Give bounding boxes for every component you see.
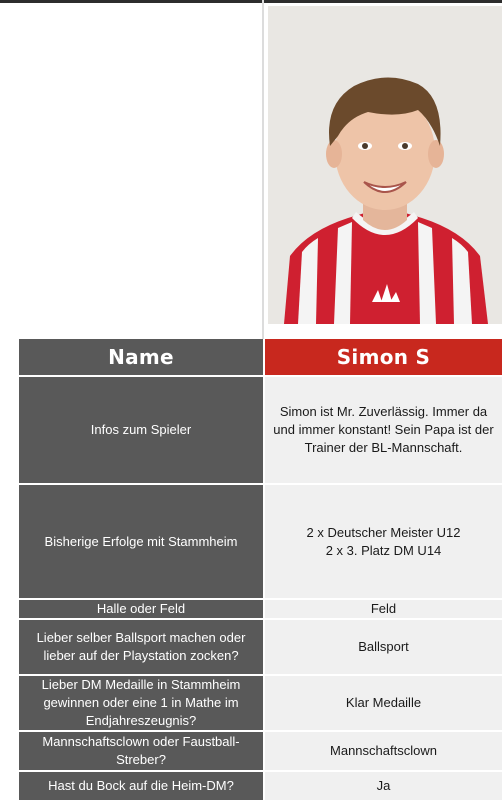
table-header-row bbox=[19, 339, 502, 376]
answer-halle-feld: Feld bbox=[264, 599, 502, 619]
question-ballsport: Lieber selber Ballsport machen oder lieber auf der Playstation zocken? bbox=[19, 619, 264, 675]
answer-erfolge-line-1: 2 x Deutscher Meister U12 bbox=[306, 524, 461, 540]
question-medaille: Lieber DM Medaille in Stammheim gewinnen oder eine 1 in Mathe im Endjahreszeugnis? bbox=[19, 675, 264, 731]
question-halle-feld: Halle oder Feld bbox=[19, 599, 264, 619]
table-row bbox=[19, 675, 502, 731]
answer-heim-dm: Ja bbox=[264, 771, 502, 801]
table-row bbox=[19, 619, 502, 675]
answer-clown: Mannschaftsclown bbox=[264, 731, 502, 771]
table-row bbox=[19, 599, 502, 619]
question-heim-dm: Hast du Bock auf die Heim-DM? bbox=[19, 771, 264, 801]
question-clown: Mannschaftsclown oder Faustball-Streber? bbox=[19, 731, 264, 771]
player-profile-table bbox=[19, 339, 502, 802]
player-name: Simon S bbox=[264, 339, 502, 376]
answer-ballsport: Ballsport bbox=[264, 619, 502, 675]
top-border bbox=[0, 0, 502, 3]
question-infos: Infos zum Spieler bbox=[19, 376, 264, 484]
table-row bbox=[19, 771, 502, 801]
answer-erfolge bbox=[264, 484, 502, 599]
answer-erfolge-line-2: 2 x 3. Platz DM U14 bbox=[325, 542, 442, 558]
header-label: Name bbox=[19, 339, 264, 376]
photo-divider bbox=[262, 0, 264, 340]
question-erfolge: Bisherige Erfolge mit Stammheim bbox=[19, 484, 264, 599]
answer-infos: Simon ist Mr. Zuverlässig. Immer da und immer konstant! Sein Papa ist der Trainer der BL-Mannschaft. bbox=[264, 376, 502, 484]
answer-medaille: Klar Medaille bbox=[264, 675, 502, 731]
table-row bbox=[19, 484, 502, 599]
table-row bbox=[19, 731, 502, 771]
table-row bbox=[19, 376, 502, 484]
player-photo bbox=[268, 6, 502, 324]
